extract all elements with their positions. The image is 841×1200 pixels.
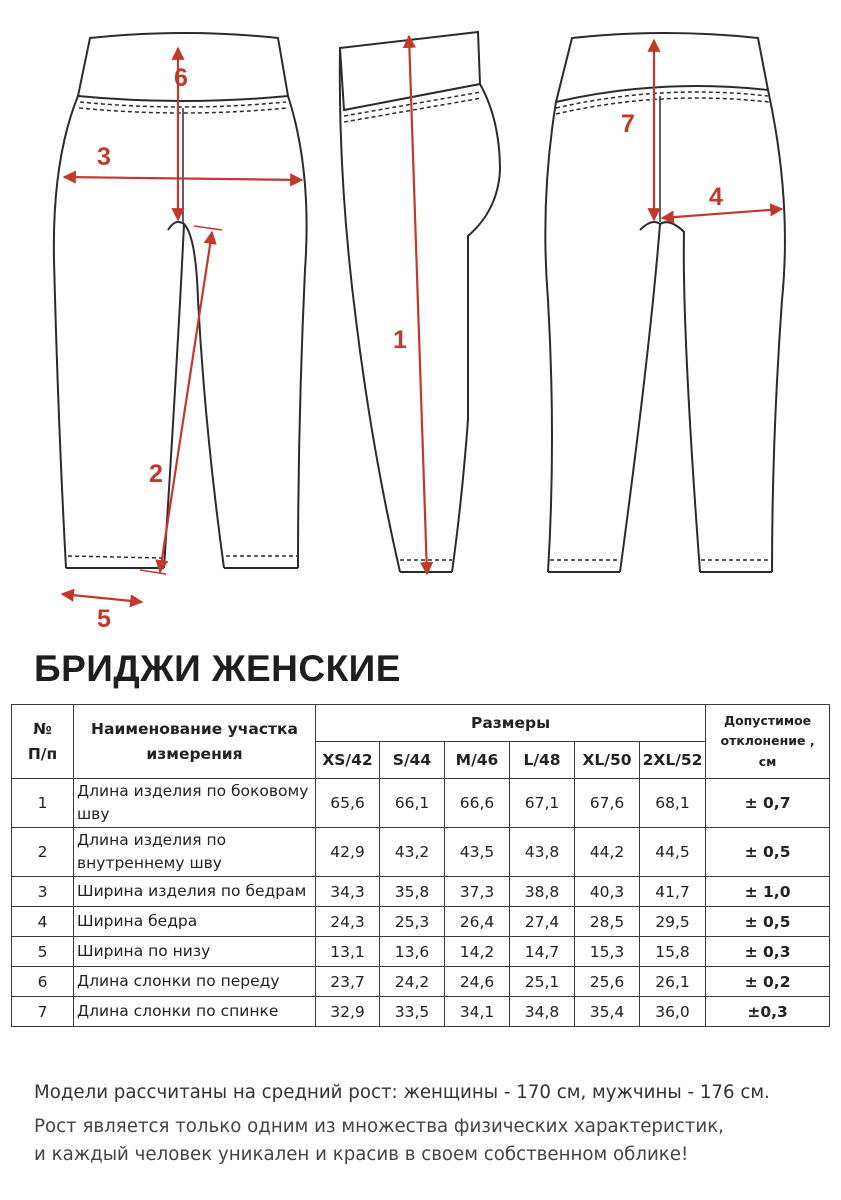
tolerance-value: ± 0,2 — [706, 967, 830, 997]
size-header-cell: M/46 — [445, 742, 510, 779]
size-value-cell: 25,6 — [575, 967, 640, 997]
size-value-cell: 26,4 — [445, 907, 510, 937]
size-value-cell: 44,2 — [575, 828, 640, 877]
size-value-cell: 38,8 — [510, 877, 575, 907]
measurement-name — [74, 779, 316, 828]
size-value-cell: 36,0 — [640, 997, 706, 1027]
size-value-cell: 15,3 — [575, 937, 640, 967]
measure-number-6: 6 — [174, 64, 188, 92]
front-waistband-stitch — [80, 102, 286, 107]
measurement-name — [74, 907, 316, 937]
measurement-numbers — [97, 64, 723, 633]
measurement-name — [74, 877, 316, 907]
row-number: 5 — [12, 937, 74, 967]
tolerance-value: ± 0,3 — [706, 937, 830, 967]
note-line-2: Рост является только одним из множества физических характеристик, — [34, 1116, 724, 1137]
back-waistband — [556, 33, 768, 102]
row-number: 1 — [12, 779, 74, 828]
size-value-cell: 35,8 — [380, 877, 445, 907]
page-title: БРИДЖИ ЖЕНСКИЕ — [34, 648, 401, 689]
measurement-name-line: шву — [77, 805, 110, 823]
size-value-cell: 67,1 — [510, 779, 575, 828]
size-value-cell: 40,3 — [575, 877, 640, 907]
size-value-cell: 24,6 — [445, 967, 510, 997]
front-right-inseam — [184, 224, 224, 568]
side-front-line — [340, 48, 400, 572]
row-number: 4 — [12, 907, 74, 937]
size-value-cell: 66,1 — [380, 779, 445, 828]
header-number: № П/п — [12, 705, 74, 779]
side-view-sketch — [340, 32, 500, 572]
size-value-cell: 14,2 — [445, 937, 510, 967]
size-value-cell: 15,8 — [640, 937, 706, 967]
measurement-name — [74, 937, 316, 967]
front-left-inseam — [164, 222, 184, 568]
side-back-line — [452, 84, 500, 572]
size-value-cell: 13,1 — [316, 937, 380, 967]
measurement-name — [74, 967, 316, 997]
size-value-cell: 37,3 — [445, 877, 510, 907]
table-row — [12, 828, 830, 877]
size-value-cell: 68,1 — [640, 779, 706, 828]
measure-number-1: 1 — [393, 326, 407, 354]
back-right-outseam — [768, 90, 785, 572]
measure-number-3: 3 — [97, 143, 111, 171]
row-number: 2 — [12, 828, 74, 877]
measurement-name — [74, 828, 316, 877]
arrow-5-hem-width — [62, 594, 142, 602]
size-value-cell: 41,7 — [640, 877, 706, 907]
measurement-name — [74, 997, 316, 1027]
measurement-arrows — [62, 36, 782, 602]
front-view-sketch — [54, 33, 307, 568]
back-left-outseam — [545, 102, 556, 572]
row-number: 7 — [12, 997, 74, 1027]
size-header-cell: XL/50 — [575, 742, 640, 779]
size-value-cell: 34,3 — [316, 877, 380, 907]
measurement-name-line: Длина изделия по боковому — [77, 781, 309, 800]
size-value-cell: 44,5 — [640, 828, 706, 877]
table-row — [12, 907, 830, 937]
size-value-cell: 25,1 — [510, 967, 575, 997]
size-value-cell: 23,7 — [316, 967, 380, 997]
tolerance-value: ± 0,5 — [706, 907, 830, 937]
size-value-cell: 29,5 — [640, 907, 706, 937]
note-height: Модели рассчитаны на средний рост: женщины - 170 см, мужчины - 176 см. — [34, 1082, 770, 1103]
size-value-cell: 42,9 — [316, 828, 380, 877]
arrow-1-side-length — [409, 36, 427, 574]
measurement-name-line: внутреннему шву — [77, 854, 222, 872]
table-row — [12, 967, 830, 997]
size-value-cell: 24,2 — [380, 967, 445, 997]
measurement-name-line: Длина слонки по спинке — [77, 1001, 279, 1020]
size-value-cell: 32,9 — [316, 997, 380, 1027]
measure-number-7: 7 — [621, 110, 635, 138]
size-header-cell: L/48 — [510, 742, 575, 779]
table-row — [12, 937, 830, 967]
header-sizes: Размеры — [316, 705, 706, 742]
size-value-cell: 43,2 — [380, 828, 445, 877]
front-right-outseam — [288, 96, 307, 568]
table-row — [12, 877, 830, 907]
measurement-name-line: Ширина по низу — [77, 941, 211, 960]
size-value-cell: 26,1 — [640, 967, 706, 997]
size-value-cell: 24,3 — [316, 907, 380, 937]
tolerance-value: ±0,3 — [706, 997, 830, 1027]
size-header-cell: 2XL/52 — [640, 742, 706, 779]
measurement-name-line: Ширина изделия по бедрам — [77, 881, 307, 900]
measure-number-4: 4 — [709, 183, 723, 211]
size-value-cell: 66,6 — [445, 779, 510, 828]
row-number: 3 — [12, 877, 74, 907]
size-value-cell: 25,3 — [380, 907, 445, 937]
arrow-3-hip-width — [64, 177, 302, 180]
measure-number-5: 5 — [97, 605, 111, 633]
tolerance-value: ± 0,7 — [706, 779, 830, 828]
size-value-cell: 27,4 — [510, 907, 575, 937]
note-line-3: и каждый человек уникален и красив в своем собственном облике! — [34, 1144, 689, 1165]
size-value-cell: 43,8 — [510, 828, 575, 877]
front-left-outseam — [54, 96, 78, 568]
table-row — [12, 997, 830, 1027]
size-value-cell: 35,4 — [575, 997, 640, 1027]
size-value-cell: 65,6 — [316, 779, 380, 828]
size-value-cell: 34,8 — [510, 997, 575, 1027]
tolerance-value: ± 1,0 — [706, 877, 830, 907]
arrow-2-inseam — [160, 232, 212, 572]
header-tolerance: Допустимое отклонение , см — [706, 705, 830, 779]
size-value-cell: 67,6 — [575, 779, 640, 828]
table-body — [12, 779, 830, 1027]
back-view-sketch — [545, 33, 785, 572]
header-measurement-name: Наименование участка измерения — [74, 705, 316, 779]
table-row — [12, 779, 830, 828]
size-header-cell: S/44 — [380, 742, 445, 779]
size-chart-table — [11, 704, 830, 1027]
size-header-cell: XS/42 — [316, 742, 380, 779]
back-inseam — [640, 222, 700, 572]
measurement-name-line: Длина изделия по — [77, 830, 227, 849]
size-value-cell: 34,1 — [445, 997, 510, 1027]
measure-number-2: 2 — [149, 460, 163, 488]
measurement-name-line: Ширина бедра — [77, 911, 198, 930]
size-value-cell: 13,6 — [380, 937, 445, 967]
tolerance-value: ± 0,5 — [706, 828, 830, 877]
measurement-name-line: Длина слонки по переду — [77, 971, 280, 990]
size-value-cell: 33,5 — [380, 997, 445, 1027]
size-value-cell: 14,7 — [510, 937, 575, 967]
size-value-cell: 28,5 — [575, 907, 640, 937]
size-value-cell: 43,5 — [445, 828, 510, 877]
row-number: 6 — [12, 967, 74, 997]
